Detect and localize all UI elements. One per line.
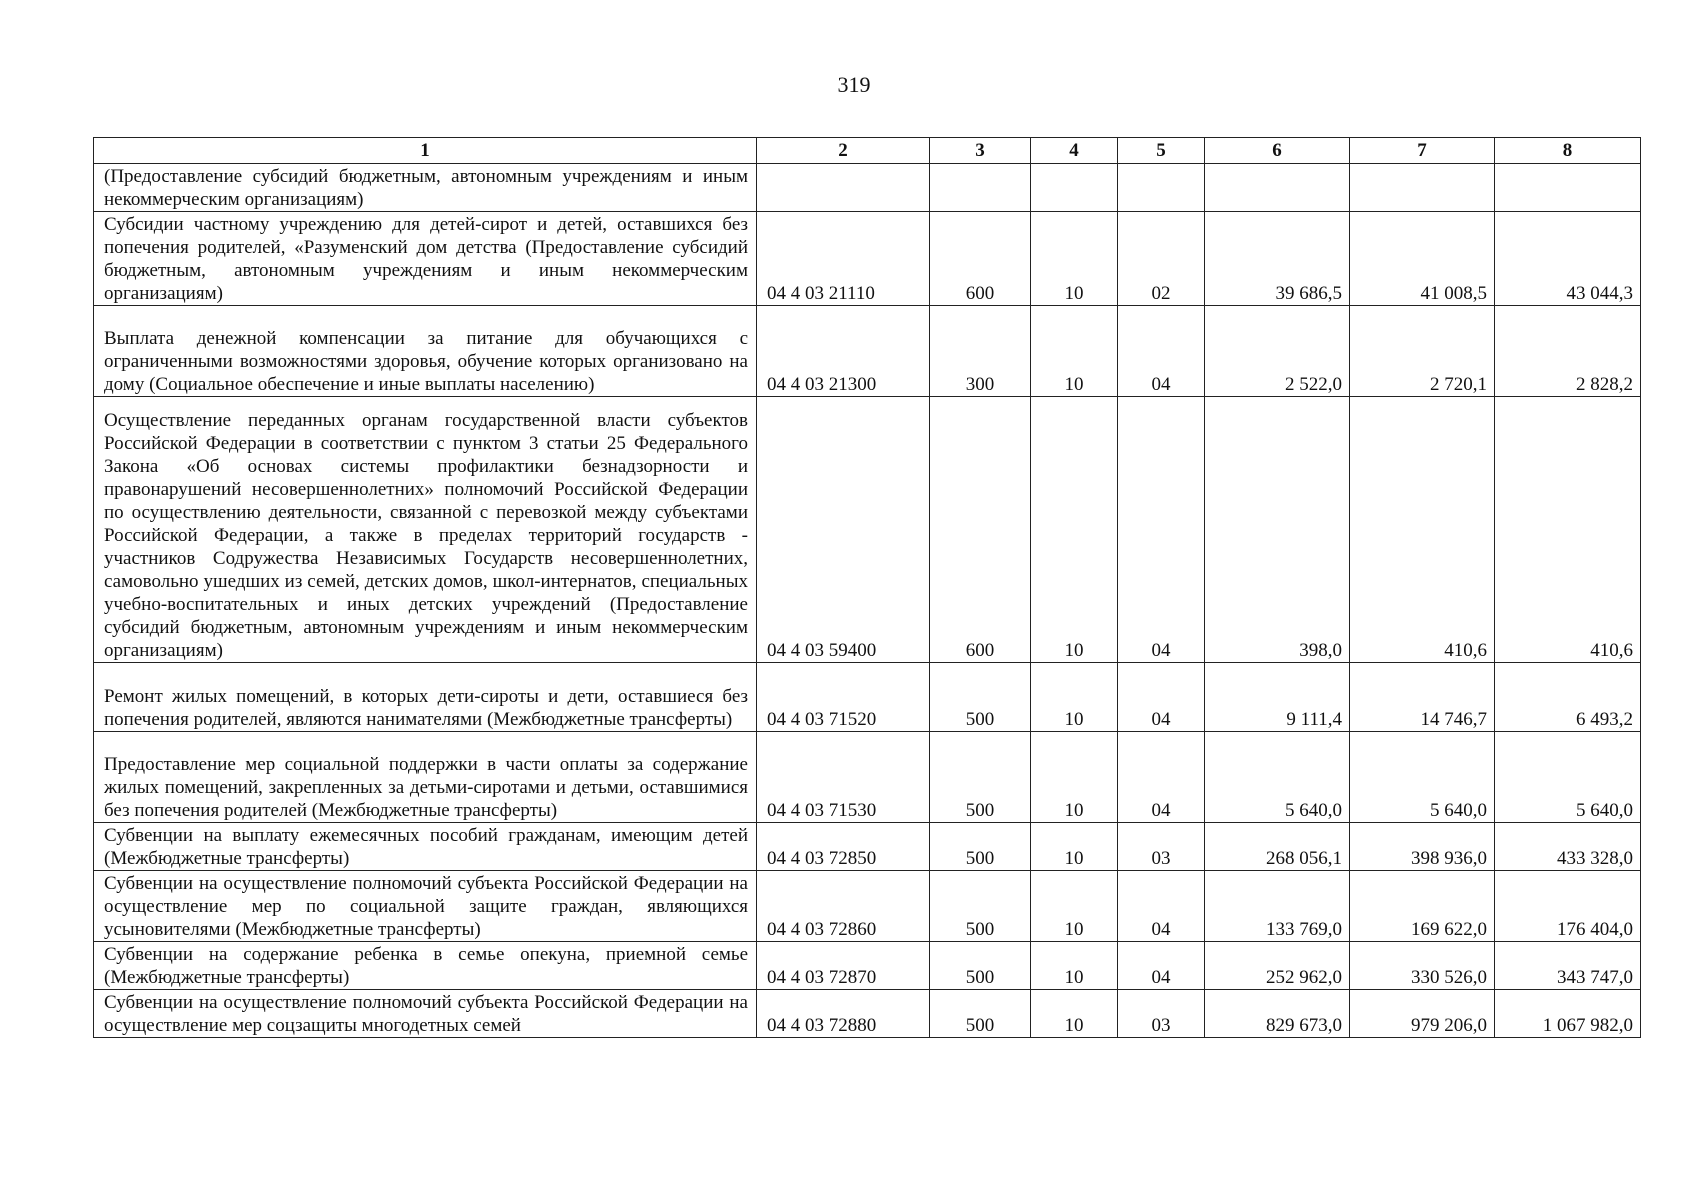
- subsection-code: 03: [1118, 990, 1205, 1038]
- row-description: Субвенции на осуществление полномочий субъекта Российской Федерации на осуществление мер соцзащиты многодетных семей: [94, 990, 757, 1038]
- amount-col-8: 1 067 982,0: [1495, 990, 1641, 1038]
- amount-col-6: 268 056,1: [1205, 823, 1350, 871]
- target-article-code: 04 4 03 21110: [757, 212, 930, 306]
- amount-col-6: 5 640,0: [1205, 732, 1350, 823]
- subsection-code: 02: [1118, 212, 1205, 306]
- amount-col-7: 398 936,0: [1350, 823, 1495, 871]
- expense-type-code: 500: [930, 823, 1031, 871]
- amount-col-6: 829 673,0: [1205, 990, 1350, 1038]
- budget-table: [93, 137, 1641, 1038]
- amount-col-7: 14 746,7: [1350, 663, 1495, 732]
- page-number: 319: [837, 72, 871, 97]
- expense-type-code: 500: [930, 663, 1031, 732]
- amount-col-8: 433 328,0: [1495, 823, 1641, 871]
- section-code: 10: [1031, 871, 1118, 942]
- expense-type-code: 500: [930, 990, 1031, 1038]
- table-row: [94, 732, 1641, 823]
- row-description: Субсидии частному учреждению для детей-сирот и детей, оставшихся без попечения родителей, «Разуменский дом детства (Предоставление субсидий бюджетным, автономным учреждениям и иным некоммерческим организациям): [94, 212, 757, 306]
- table-row: [94, 990, 1641, 1038]
- amount-col-6: [1205, 164, 1350, 212]
- amount-col-6: 2 522,0: [1205, 306, 1350, 397]
- amount-col-6: 252 962,0: [1205, 942, 1350, 990]
- table-row: [94, 306, 1641, 397]
- amount-col-7: 5 640,0: [1350, 732, 1495, 823]
- table-row: [94, 823, 1641, 871]
- target-article-code: 04 4 03 72880: [757, 990, 930, 1038]
- section-code: [1031, 164, 1118, 212]
- section-code: 10: [1031, 306, 1118, 397]
- amount-col-8: 6 493,2: [1495, 663, 1641, 732]
- table-row: [94, 164, 1641, 212]
- subsection-code: 04: [1118, 871, 1205, 942]
- row-description: Выплата денежной компенсации за питание для обучающихся с ограниченными возможностями здоровья, обучение которых организовано на дому (Социальное обеспечение и иные выплаты населению): [94, 306, 757, 397]
- expense-type-code: 500: [930, 732, 1031, 823]
- row-description: Ремонт жилых помещений, в которых дети-сироты и дети, оставшиеся без попечения родителей, являются нанимателями (Межбюджетные трансферты): [94, 663, 757, 732]
- target-article-code: 04 4 03 71530: [757, 732, 930, 823]
- amount-col-7: 41 008,5: [1350, 212, 1495, 306]
- table-row: [94, 212, 1641, 306]
- amount-col-6: 133 769,0: [1205, 871, 1350, 942]
- column-header: 4: [1031, 138, 1118, 164]
- amount-col-8: 343 747,0: [1495, 942, 1641, 990]
- row-description: Предоставление мер социальной поддержки в части оплаты за содержание жилых помещений, закрепленных за детьми-сиротами и детьми, оставшимися без попечения родителей (Межбюджетные трансферты): [94, 732, 757, 823]
- section-code: 10: [1031, 942, 1118, 990]
- expense-type-code: 500: [930, 871, 1031, 942]
- target-article-code: 04 4 03 72860: [757, 871, 930, 942]
- amount-col-6: 398,0: [1205, 397, 1350, 663]
- subsection-code: 03: [1118, 823, 1205, 871]
- section-code: 10: [1031, 397, 1118, 663]
- subsection-code: 04: [1118, 663, 1205, 732]
- amount-col-7: [1350, 164, 1495, 212]
- subsection-code: 04: [1118, 306, 1205, 397]
- column-header: 1: [94, 138, 757, 164]
- section-code: 10: [1031, 732, 1118, 823]
- section-code: 10: [1031, 990, 1118, 1038]
- table-row: [94, 397, 1641, 663]
- expense-type-code: 600: [930, 212, 1031, 306]
- amount-col-7: 330 526,0: [1350, 942, 1495, 990]
- expense-type-code: 300: [930, 306, 1031, 397]
- target-article-code: 04 4 03 59400: [757, 397, 930, 663]
- target-article-code: [757, 164, 930, 212]
- amount-col-7: 410,6: [1350, 397, 1495, 663]
- amount-col-8: 410,6: [1495, 397, 1641, 663]
- expense-type-code: [930, 164, 1031, 212]
- row-description: Осуществление переданных органам государственной власти субъектов Российской Федерации в соответствии с пунктом 3 статьи 25 Федерального Закона «Об основах системы профилактики безнадзорности и правонарушений несовершеннолетних» полномочий Российской Федерации по осуществлению деятельности, связанной с перевозкой между субъектами Российской Федерации, а также в пределах территорий государств - участников Содружества Независимых Государств несовершеннолетних, самовольно ушедших из семей, детских домов, школ-интернатов, специальных учебно-воспитательных и иных детских учреждений (Предоставление субсидий бюджетным, автономным учреждениям и иным некоммерческим организациям): [94, 397, 757, 663]
- column-header: 2: [757, 138, 930, 164]
- target-article-code: 04 4 03 72850: [757, 823, 930, 871]
- section-code: 10: [1031, 663, 1118, 732]
- target-article-code: 04 4 03 71520: [757, 663, 930, 732]
- amount-col-7: 169 622,0: [1350, 871, 1495, 942]
- amount-col-8: [1495, 164, 1641, 212]
- target-article-code: 04 4 03 72870: [757, 942, 930, 990]
- amount-col-8: 43 044,3: [1495, 212, 1641, 306]
- column-header: 6: [1205, 138, 1350, 164]
- table-row: [94, 942, 1641, 990]
- expense-type-code: 500: [930, 942, 1031, 990]
- amount-col-7: 979 206,0: [1350, 990, 1495, 1038]
- column-header: 8: [1495, 138, 1641, 164]
- table-row: [94, 871, 1641, 942]
- subsection-code: 04: [1118, 397, 1205, 663]
- expense-type-code: 600: [930, 397, 1031, 663]
- amount-col-8: 176 404,0: [1495, 871, 1641, 942]
- column-header: 7: [1350, 138, 1495, 164]
- amount-col-6: 39 686,5: [1205, 212, 1350, 306]
- subsection-code: 04: [1118, 942, 1205, 990]
- row-description: Субвенции на содержание ребенка в семье опекуна, приемной семье (Межбюджетные трансферты): [94, 942, 757, 990]
- target-article-code: 04 4 03 21300: [757, 306, 930, 397]
- section-code: 10: [1031, 212, 1118, 306]
- row-description: Субвенции на осуществление полномочий субъекта Российской Федерации на осуществление мер по социальной защите граждан, являющихся усыновителями (Межбюджетные трансферты): [94, 871, 757, 942]
- row-description: (Предоставление субсидий бюджетным, автономным учреждениям и иным некоммерческим организациям): [94, 164, 757, 212]
- amount-col-8: 2 828,2: [1495, 306, 1641, 397]
- header-row: [94, 138, 1641, 164]
- amount-col-8: 5 640,0: [1495, 732, 1641, 823]
- amount-col-6: 9 111,4: [1205, 663, 1350, 732]
- section-code: 10: [1031, 823, 1118, 871]
- subsection-code: 04: [1118, 732, 1205, 823]
- row-description: Субвенции на выплату ежемесячных пособий гражданам, имеющим детей (Межбюджетные трансферты): [94, 823, 757, 871]
- subsection-code: [1118, 164, 1205, 212]
- amount-col-7: 2 720,1: [1350, 306, 1495, 397]
- column-header: 5: [1118, 138, 1205, 164]
- column-header: 3: [930, 138, 1031, 164]
- table-row: [94, 663, 1641, 732]
